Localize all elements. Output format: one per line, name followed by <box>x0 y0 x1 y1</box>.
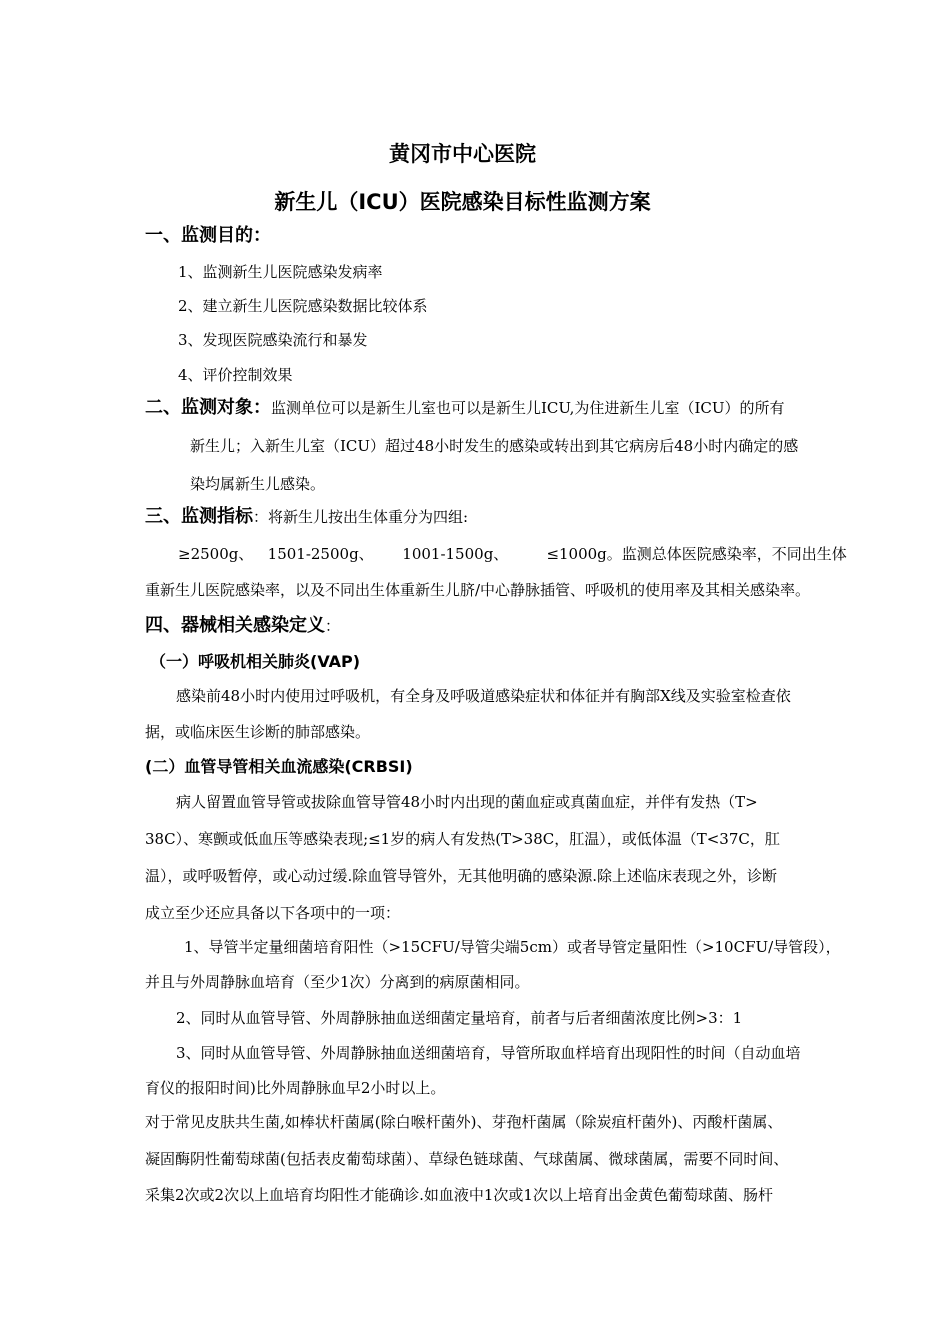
section3-text: ≥2500g、 1501-2500g、 1001-1500g、 ≤1000g。监测总体医院感染率，不同出生体 <box>178 545 847 563</box>
crbsi-criterion: 并且与外周静脉血培育（至少1次）分离到的病原菌相同。 <box>145 973 530 991</box>
section3-lead: ：将新生儿按出生体重分为四组: <box>253 508 469 526</box>
crbsi-heading: (二）血管导管相关血流感染(CRBSI) <box>145 757 413 776</box>
crbsi-criterion: 育仪的报阳时间)比外周静脉血早2小时以上。 <box>145 1079 446 1097</box>
section1-item: 3、发现医院感染流行和暴发 <box>178 331 368 349</box>
section1-item: 2、建立新生儿医院感染数据比较体系 <box>178 297 428 315</box>
section2-text: 新生儿；入新生儿室（ICU）超过48小时发生的感染或转出到其它病房后48小时内确定的感 <box>190 437 799 455</box>
vap-heading: （一）呼吸机相关肺炎(VAP) <box>150 652 361 671</box>
section3-heading: 三、监测指标 <box>145 506 253 527</box>
section2-heading: 二、监测对象： <box>145 397 271 418</box>
section2-first-line <box>145 398 784 418</box>
crbsi-text: 凝固酶阴性葡萄球菌(包括表皮葡萄球菌）、草绿色链球菌、气球菌属、微球菌属，需要不同时间、 <box>145 1150 789 1168</box>
crbsi-criterion: 1、导管半定量细菌培育阳性（>15CFU/导管尖端5cm）或者导管定量阳性（>10CFU/导管段）， <box>184 938 841 956</box>
crbsi-text: 温），或呼吸暂停，或心动过缓.除血管导管外，无其他明确的感染源.除上述临床表现之外，诊断 <box>145 867 778 885</box>
crbsi-text: 对于常见皮肤共生菌,如棒状杆菌属(除白喉杆菌外)、芽孢杆菌属（除炭疽杆菌外)、丙酸杆菌属、 <box>145 1113 783 1131</box>
vap-text: 据，或临床医生诊断的肺部感染。 <box>145 723 371 741</box>
section4-heading: 四、器械相关感染定义 <box>145 615 325 636</box>
crbsi-text: 38C）、寒颤或低血压等感染表现;≤1岁的病人有发热(T>38C，肛温），或低体温（T<37C，肛 <box>145 830 780 848</box>
section4-heading-colon: ： <box>325 617 341 635</box>
crbsi-text: 病人留置血管导管或拔除血管导管48小时内出现的菌血症或真菌血症，并伴有发热（T> <box>176 793 758 811</box>
vap-text: 感染前48小时内使用过呼吸机，有全身及呼吸道感染症状和体征并有胸部X线及实验室检查依 <box>176 687 791 705</box>
section1-item: 1、监测新生儿医院感染发病率 <box>178 263 383 281</box>
crbsi-criterion: 3、同时从血管导管、外周静脉抽血送细菌培育，导管所取血样培育出现阳性的时间（自动血培 <box>176 1044 801 1062</box>
section1-heading: 一、监测目的： <box>145 225 271 246</box>
document-title: 新生儿（ICU）医院感染目标性监测方案 <box>274 190 651 214</box>
crbsi-text: 采集2次或2次以上血培育均阳性才能确诊.如血液中1次或1次以上培育出金黄色葡萄球菌、肠杆 <box>145 1186 773 1204</box>
section2-text: 染均属新生儿感染。 <box>190 475 326 493</box>
section4-first-line <box>145 616 340 636</box>
section2-text: 监测单位可以是新生儿室也可以是新生儿ICU,为住进新生儿室（ICU）的所有 <box>271 399 785 417</box>
crbsi-text: 成立至少还应具备以下各项中的一项： <box>145 904 401 922</box>
section1-item: 4、评价控制效果 <box>178 366 293 384</box>
crbsi-criterion: 2、同时从血管导管、外周静脉抽血送细菌定量培育，前者与后者细菌浓度比例>3：1 <box>176 1009 743 1027</box>
section3-text: 重新生儿医院感染率，以及不同出生体重新生儿脐/中心静脉插管、呼吸机的使用率及其相关感染率。 <box>145 581 811 599</box>
hospital-title: 黄冈市中心医院 <box>389 142 536 166</box>
section3-first-line <box>145 507 468 527</box>
